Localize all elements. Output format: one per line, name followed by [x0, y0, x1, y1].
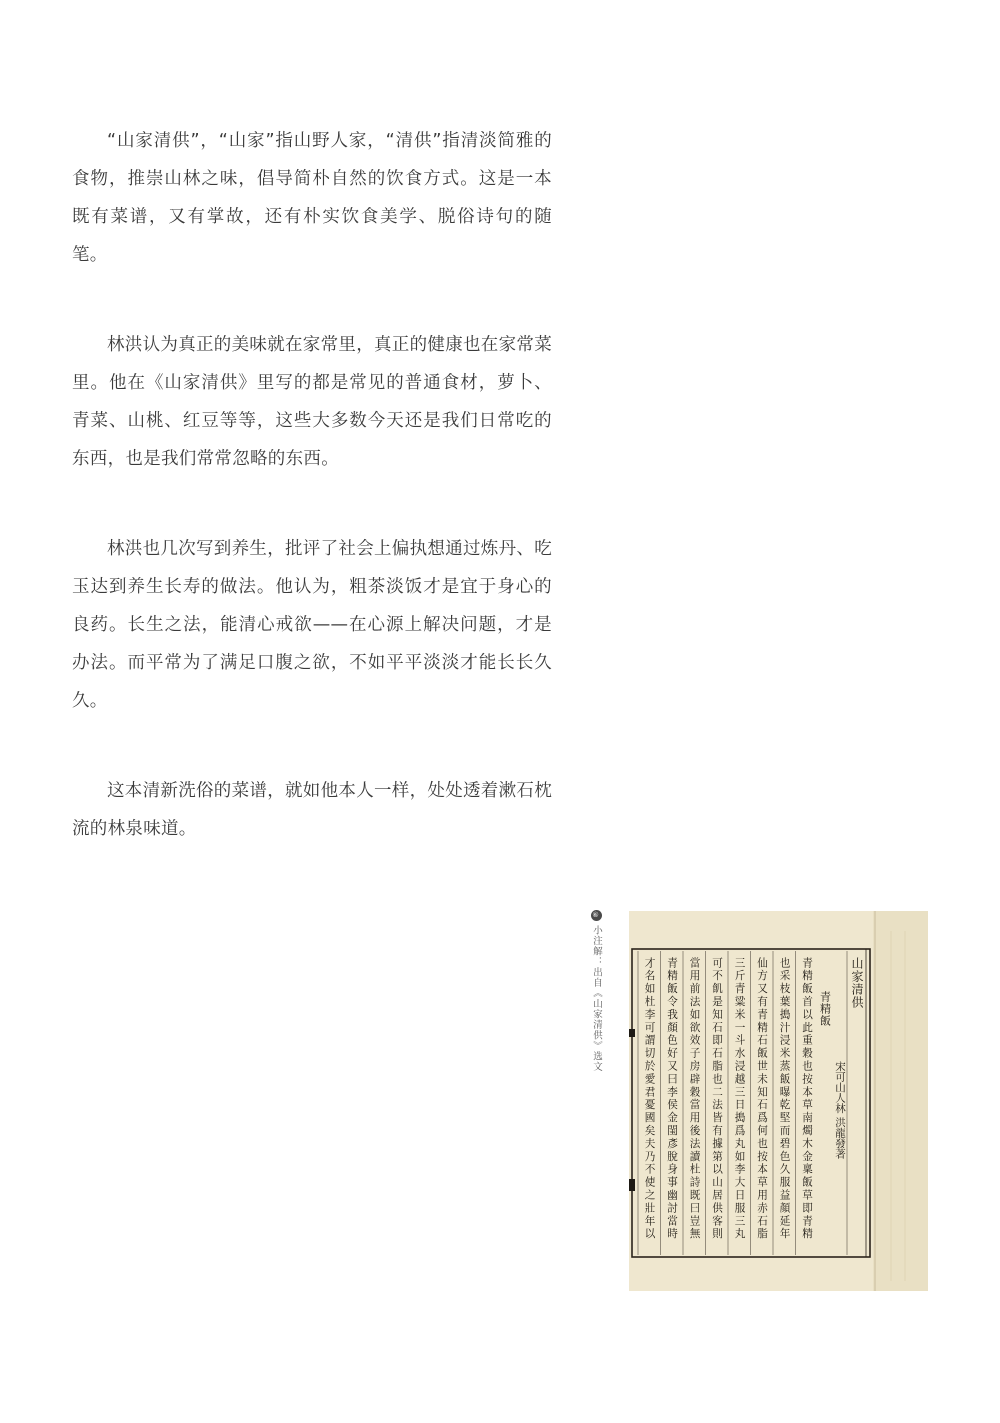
book-text-column: 可不飢是知石即石脂也二法皆有據第以山居供客則	[711, 957, 723, 1241]
book-text-column: 青精飯首以此重穀也按本草南燭木金稟飯草即青精	[801, 957, 813, 1241]
paragraph-home-cooking: 林洪认为真正的美味就在家常里，真正的健康也在家常菜里。他在《山家清供》里写的都是常见的普通食材，萝卜、青菜、山桃、红豆等等，这些大多数今天还是我们日常吃的东西，也是我们常常忽略的东西。	[72, 335, 552, 469]
paragraph-conclusion: 这本清新洗俗的菜谱，就如他本人一样，处处透着漱石枕流的林泉味道。	[72, 781, 552, 839]
book-text-column: 當用前法如欲效子房辟穀當用後法讀杜詩既曰豈無	[688, 957, 701, 1241]
book-page-image	[629, 911, 928, 1291]
book-text-column: 青精飯令我顏色好又曰李侯金閨彥脫身事幽討當時	[666, 957, 678, 1241]
paragraph-health: 林洪也几次写到养生，批评了社会上偏执想通过炼丹、吃玉达到养生长寿的做法。他认为，粗茶淡饭才是宜于身心的良药。长生之法，能清心戒欲——在心源上解决问题，才是办法。而平常为了满足口腹之欲，不如平平淡淡才能长长久久。	[72, 539, 552, 711]
book-section-title: 青精飯	[818, 991, 832, 1027]
caption-text: 小注解：出自《山家清供》选文	[591, 925, 602, 1072]
book-header-title: 山家清供	[850, 957, 864, 1009]
paragraph-intro: “山家清供”，“山家”指山野人家，“清供”指清淡简雅的食物，推崇山林之味，倡导简朴自然的饮食方式。这是一本既有菜谱，又有掌故，还有朴实饮食美学、脱俗诗句的随笔。	[72, 131, 552, 265]
book-text-column: 才名如杜李可謂切於愛君憂國矣夫乃不使之壯年以	[643, 957, 656, 1241]
book-author-line: 宋可山人林 洪龍發著	[834, 1061, 846, 1159]
image-caption	[589, 910, 603, 1072]
book-text-column: 也采枝葉搗汁浸米蒸飯曝乾堅而碧色久服益顏延年	[778, 957, 791, 1241]
book-text-column: 仙方又有青精石飯世未知石爲何也按本草用赤石脂	[756, 957, 768, 1241]
caption-number-badge: ⑥	[592, 911, 600, 919]
book-text-column: 三斤青粱米一斗水浸越三日搗爲丸如李大日服三丸	[733, 957, 746, 1241]
article-body	[72, 122, 552, 900]
